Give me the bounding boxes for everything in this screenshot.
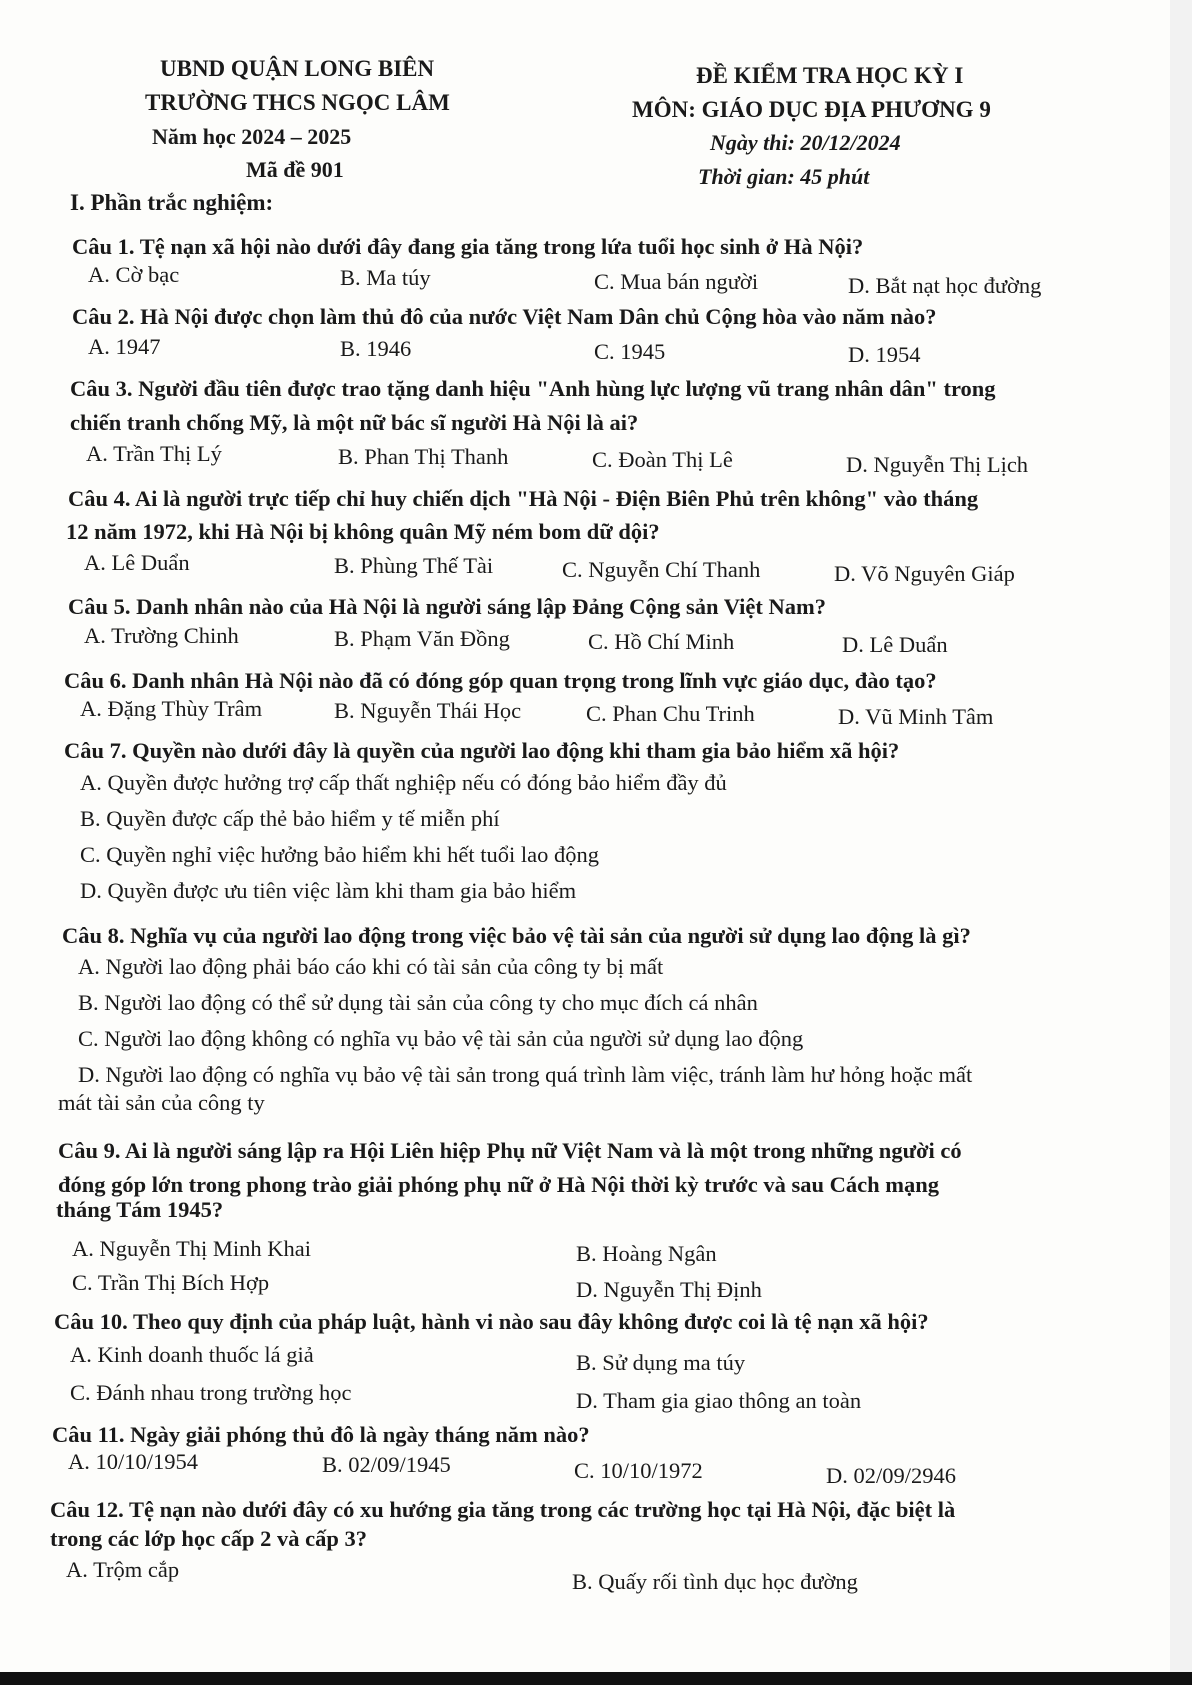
q10-option-d: D. Tham gia giao thông an toàn: [576, 1388, 862, 1413]
q8-option-d: D. Người lao động có nghĩa vụ bảo vệ tài sản trong quá trình làm việc, tránh làm hư hỏng hoặc mất: [78, 1062, 973, 1087]
q11-option-c: C. 10/10/1972: [574, 1458, 703, 1483]
question-10: Câu 10. Theo quy định của pháp luật, hành vi nào sau đây không được coi là tệ nạn xã hội?: [54, 1309, 929, 1334]
q11-option-a: A. 10/10/1954: [68, 1449, 199, 1474]
exam-code: Mã đề 901: [246, 157, 344, 182]
q5-option-c: C. Hồ Chí Minh: [588, 629, 735, 654]
q9-option-c: C. Trần Thị Bích Hợp: [72, 1270, 270, 1295]
q6-option-a: A. Đặng Thùy Trâm: [80, 696, 263, 721]
question-3-line-1: Câu 3. Người đầu tiên được trao tặng danh hiệu "Anh hùng lực lượng vũ trang nhân dân" trong: [70, 376, 996, 401]
q11-option-b: B. 02/09/1945: [322, 1452, 451, 1477]
q4-option-b: B. Phùng Thế Tài: [334, 553, 494, 578]
q1-option-b: B. Ma túy: [340, 265, 431, 290]
question-8: Câu 8. Nghĩa vụ của người lao động trong việc bảo vệ tài sản của người sử dụng lao động là gì?: [62, 923, 971, 948]
q7-option-d: D. Quyền được ưu tiên việc làm khi tham gia bảo hiểm: [80, 878, 577, 903]
exam-title: ĐỀ KIỂM TRA HỌC KỲ I: [696, 63, 964, 88]
page-edge-shadow: [1170, 0, 1192, 1685]
q5-option-b: B. Phạm Văn Đồng: [334, 626, 510, 651]
q12-option-b: B. Quấy rối tình dục học đường: [572, 1569, 858, 1594]
q2-option-b: B. 1946: [340, 336, 412, 361]
q3-option-d: D. Nguyễn Thị Lịch: [846, 452, 1029, 477]
question-1: Câu 1. Tệ nạn xã hội nào dưới đây đang gia tăng trong lứa tuổi học sinh ở Hà Nội?: [72, 234, 864, 259]
q3-option-c: C. Đoàn Thị Lê: [592, 447, 733, 472]
question-2: Câu 2. Hà Nội được chọn làm thủ đô của nước Việt Nam Dân chủ Cộng hòa vào năm nào?: [72, 304, 937, 329]
question-7: Câu 7. Quyền nào dưới đây là quyền của người lao động khi tham gia bảo hiểm xã hội?: [64, 738, 900, 763]
q6-option-b: B. Nguyễn Thái Học: [334, 698, 522, 723]
q7-option-a: A. Quyền được hưởng trợ cấp thất nghiệp nếu có đóng bảo hiểm đầy đủ: [80, 770, 727, 795]
question-12-line-1: Câu 12. Tệ nạn nào dưới đây có xu hướng gia tăng trong các trường học tại Hà Nội, đặc biệt là: [50, 1497, 956, 1522]
q1-option-a: A. Cờ bạc: [88, 262, 180, 287]
school-name: TRƯỜNG THCS NGỌC LÂM: [145, 90, 450, 115]
q7-option-b: B. Quyền được cấp thẻ bảo hiểm y tế miễn phí: [80, 806, 500, 831]
exam-duration: Thời gian: 45 phút: [698, 164, 870, 189]
q2-option-a: A. 1947: [88, 334, 161, 359]
q3-option-b: B. Phan Thị Thanh: [338, 444, 509, 469]
exam-subject: MÔN: GIÁO DỤC ĐỊA PHƯƠNG 9: [632, 97, 991, 122]
q8-option-b: B. Người lao động có thể sử dụng tài sản của công ty cho mục đích cá nhân: [78, 990, 758, 1015]
question-9-line-1: Câu 9. Ai là người sáng lập ra Hội Liên hiệp Phụ nữ Việt Nam và là một trong những người có: [58, 1138, 962, 1163]
question-3-line-2: chiến tranh chống Mỹ, là một nữ bác sĩ người Hà Nội là ai?: [70, 410, 639, 435]
question-12-line-2: trong các lớp học cấp 2 và cấp 3?: [50, 1526, 368, 1551]
question-11: Câu 11. Ngày giải phóng thủ đô là ngày tháng năm nào?: [52, 1422, 590, 1447]
q3-option-a: A. Trần Thị Lý: [86, 441, 222, 466]
q5-option-a: A. Trường Chinh: [84, 623, 239, 648]
question-6: Câu 6. Danh nhân Hà Nội nào đã có đóng góp quan trọng trong lĩnh vực giáo dục, đào tạo?: [64, 668, 937, 693]
q11-option-d: D. 02/09/2946: [826, 1463, 957, 1488]
q9-option-d: D. Nguyễn Thị Định: [576, 1277, 762, 1302]
q9-option-b: B. Hoàng Ngân: [576, 1241, 717, 1266]
q2-option-c: C. 1945: [594, 339, 666, 364]
q1-option-c: C. Mua bán người: [594, 269, 759, 294]
q6-option-d: D. Vũ Minh Tâm: [838, 704, 994, 729]
q4-option-d: D. Võ Nguyên Giáp: [834, 561, 1015, 586]
q4-option-c: C. Nguyễn Chí Thanh: [562, 557, 761, 582]
q10-option-b: B. Sử dụng ma túy: [576, 1350, 746, 1375]
district-name: UBND QUẬN LONG BIÊN: [160, 56, 435, 81]
school-year: Năm học 2024 – 2025: [152, 124, 352, 149]
q8-option-c: C. Người lao động không có nghĩa vụ bảo vệ tài sản của người sử dụng lao động: [78, 1026, 804, 1051]
scan-bottom-border: [0, 1672, 1192, 1685]
q10-option-a: A. Kinh doanh thuốc lá giả: [70, 1342, 314, 1367]
exam-date: Ngày thi: 20/12/2024: [710, 130, 901, 155]
question-5: Câu 5. Danh nhân nào của Hà Nội là người sáng lập Đảng Cộng sản Việt Nam?: [68, 594, 827, 619]
question-4-line-1: Câu 4. Ai là người trực tiếp chỉ huy chiến dịch "Hà Nội - Điện Biên Phủ trên không" vào tháng: [68, 486, 979, 511]
question-9-line-3: tháng Tám 1945?: [56, 1197, 224, 1222]
q7-option-c: C. Quyền nghỉ việc hưởng bảo hiểm khi hết tuổi lao động: [80, 842, 600, 867]
q10-option-c: C. Đánh nhau trong trường học: [70, 1380, 352, 1405]
q12-option-a: A. Trộm cắp: [66, 1557, 180, 1582]
question-4-line-2: 12 năm 1972, khi Hà Nội bị không quân Mỹ ném bom dữ dội?: [66, 519, 660, 544]
q9-option-a: A. Nguyễn Thị Minh Khai: [72, 1236, 311, 1261]
q1-option-d: D. Bắt nạt học đường: [848, 273, 1042, 298]
q5-option-d: D. Lê Duẩn: [842, 632, 948, 657]
section-title: I. Phần trắc nghiệm:: [70, 190, 274, 215]
question-9-line-2: đóng góp lớn trong phong trào giải phóng phụ nữ ở Hà Nội thời kỳ trước và sau Cách mạng: [58, 1172, 939, 1197]
q4-option-a: A. Lê Duẩn: [84, 550, 190, 575]
q8-option-a: A. Người lao động phải báo cáo khi có tài sản của công ty bị mất: [78, 954, 664, 979]
q6-option-c: C. Phan Chu Trinh: [586, 701, 755, 726]
q2-option-d: D. 1954: [848, 342, 921, 367]
q8-option-d-continued: mát tài sản của công ty: [58, 1090, 265, 1115]
